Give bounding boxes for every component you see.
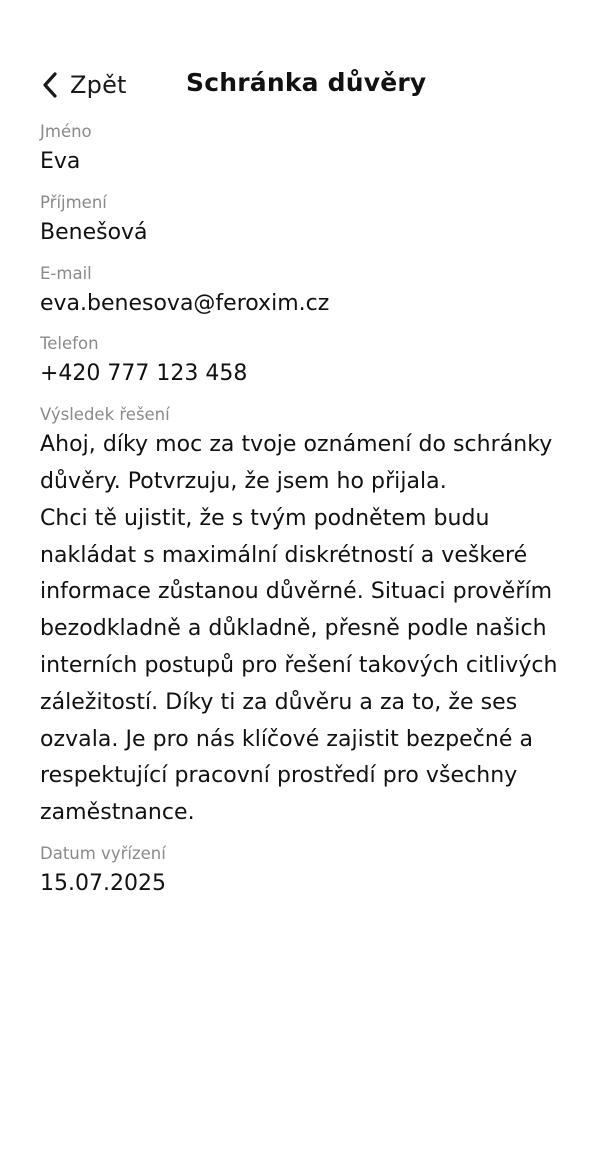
- field-result: [40, 403, 560, 832]
- back-button[interactable]: [40, 66, 127, 104]
- field-resolved-date: [40, 842, 560, 903]
- field-first-name: [40, 120, 560, 181]
- last-name-value: Benešová: [40, 219, 148, 245]
- phone-value: +420 777 123 458: [40, 361, 248, 387]
- page-title: Schránka důvěry: [186, 68, 427, 97]
- email-label: E-mail: [40, 263, 92, 283]
- resolved-date-label: Datum vyřízení: [40, 843, 166, 863]
- email-value: eva.benesova@feroxim.cz: [40, 290, 330, 316]
- phone-label: Telefon: [40, 334, 99, 354]
- chevron-left-icon: [40, 66, 66, 104]
- first-name-value: Eva: [40, 149, 81, 174]
- resolved-date-value: 15.07.2025: [40, 870, 166, 896]
- last-name-label: Příjmení: [40, 192, 107, 212]
- result-value: Ahoj, díky moc za tvoje oznámení do schránky důvěry. Potvrzuju, že jsem ho přijala. Chci tě ujistit, že s tvým podnětem budu nakládat s maximální diskrétností a veškeré informace zůstanou důvěrné. Situaci prověřím bezodkladně a důkladně, přesně podle našich interních postupů pro řešení takových citlivých záležitostí. Díky ti za důvěru a za to, že ses ozvala. Je pro nás klíčové zajistit bezpečné a respektující pracovní prostředí pro všechny zaměstnance.: [40, 432, 558, 826]
- result-label: Výsledek řešení: [40, 405, 170, 425]
- field-phone: [40, 332, 560, 393]
- field-email: [40, 262, 560, 323]
- header: [0, 62, 592, 108]
- field-last-name: [40, 191, 560, 252]
- detail-content: [40, 120, 560, 903]
- back-label: Zpět: [70, 71, 127, 99]
- first-name-label: Jméno: [40, 122, 92, 141]
